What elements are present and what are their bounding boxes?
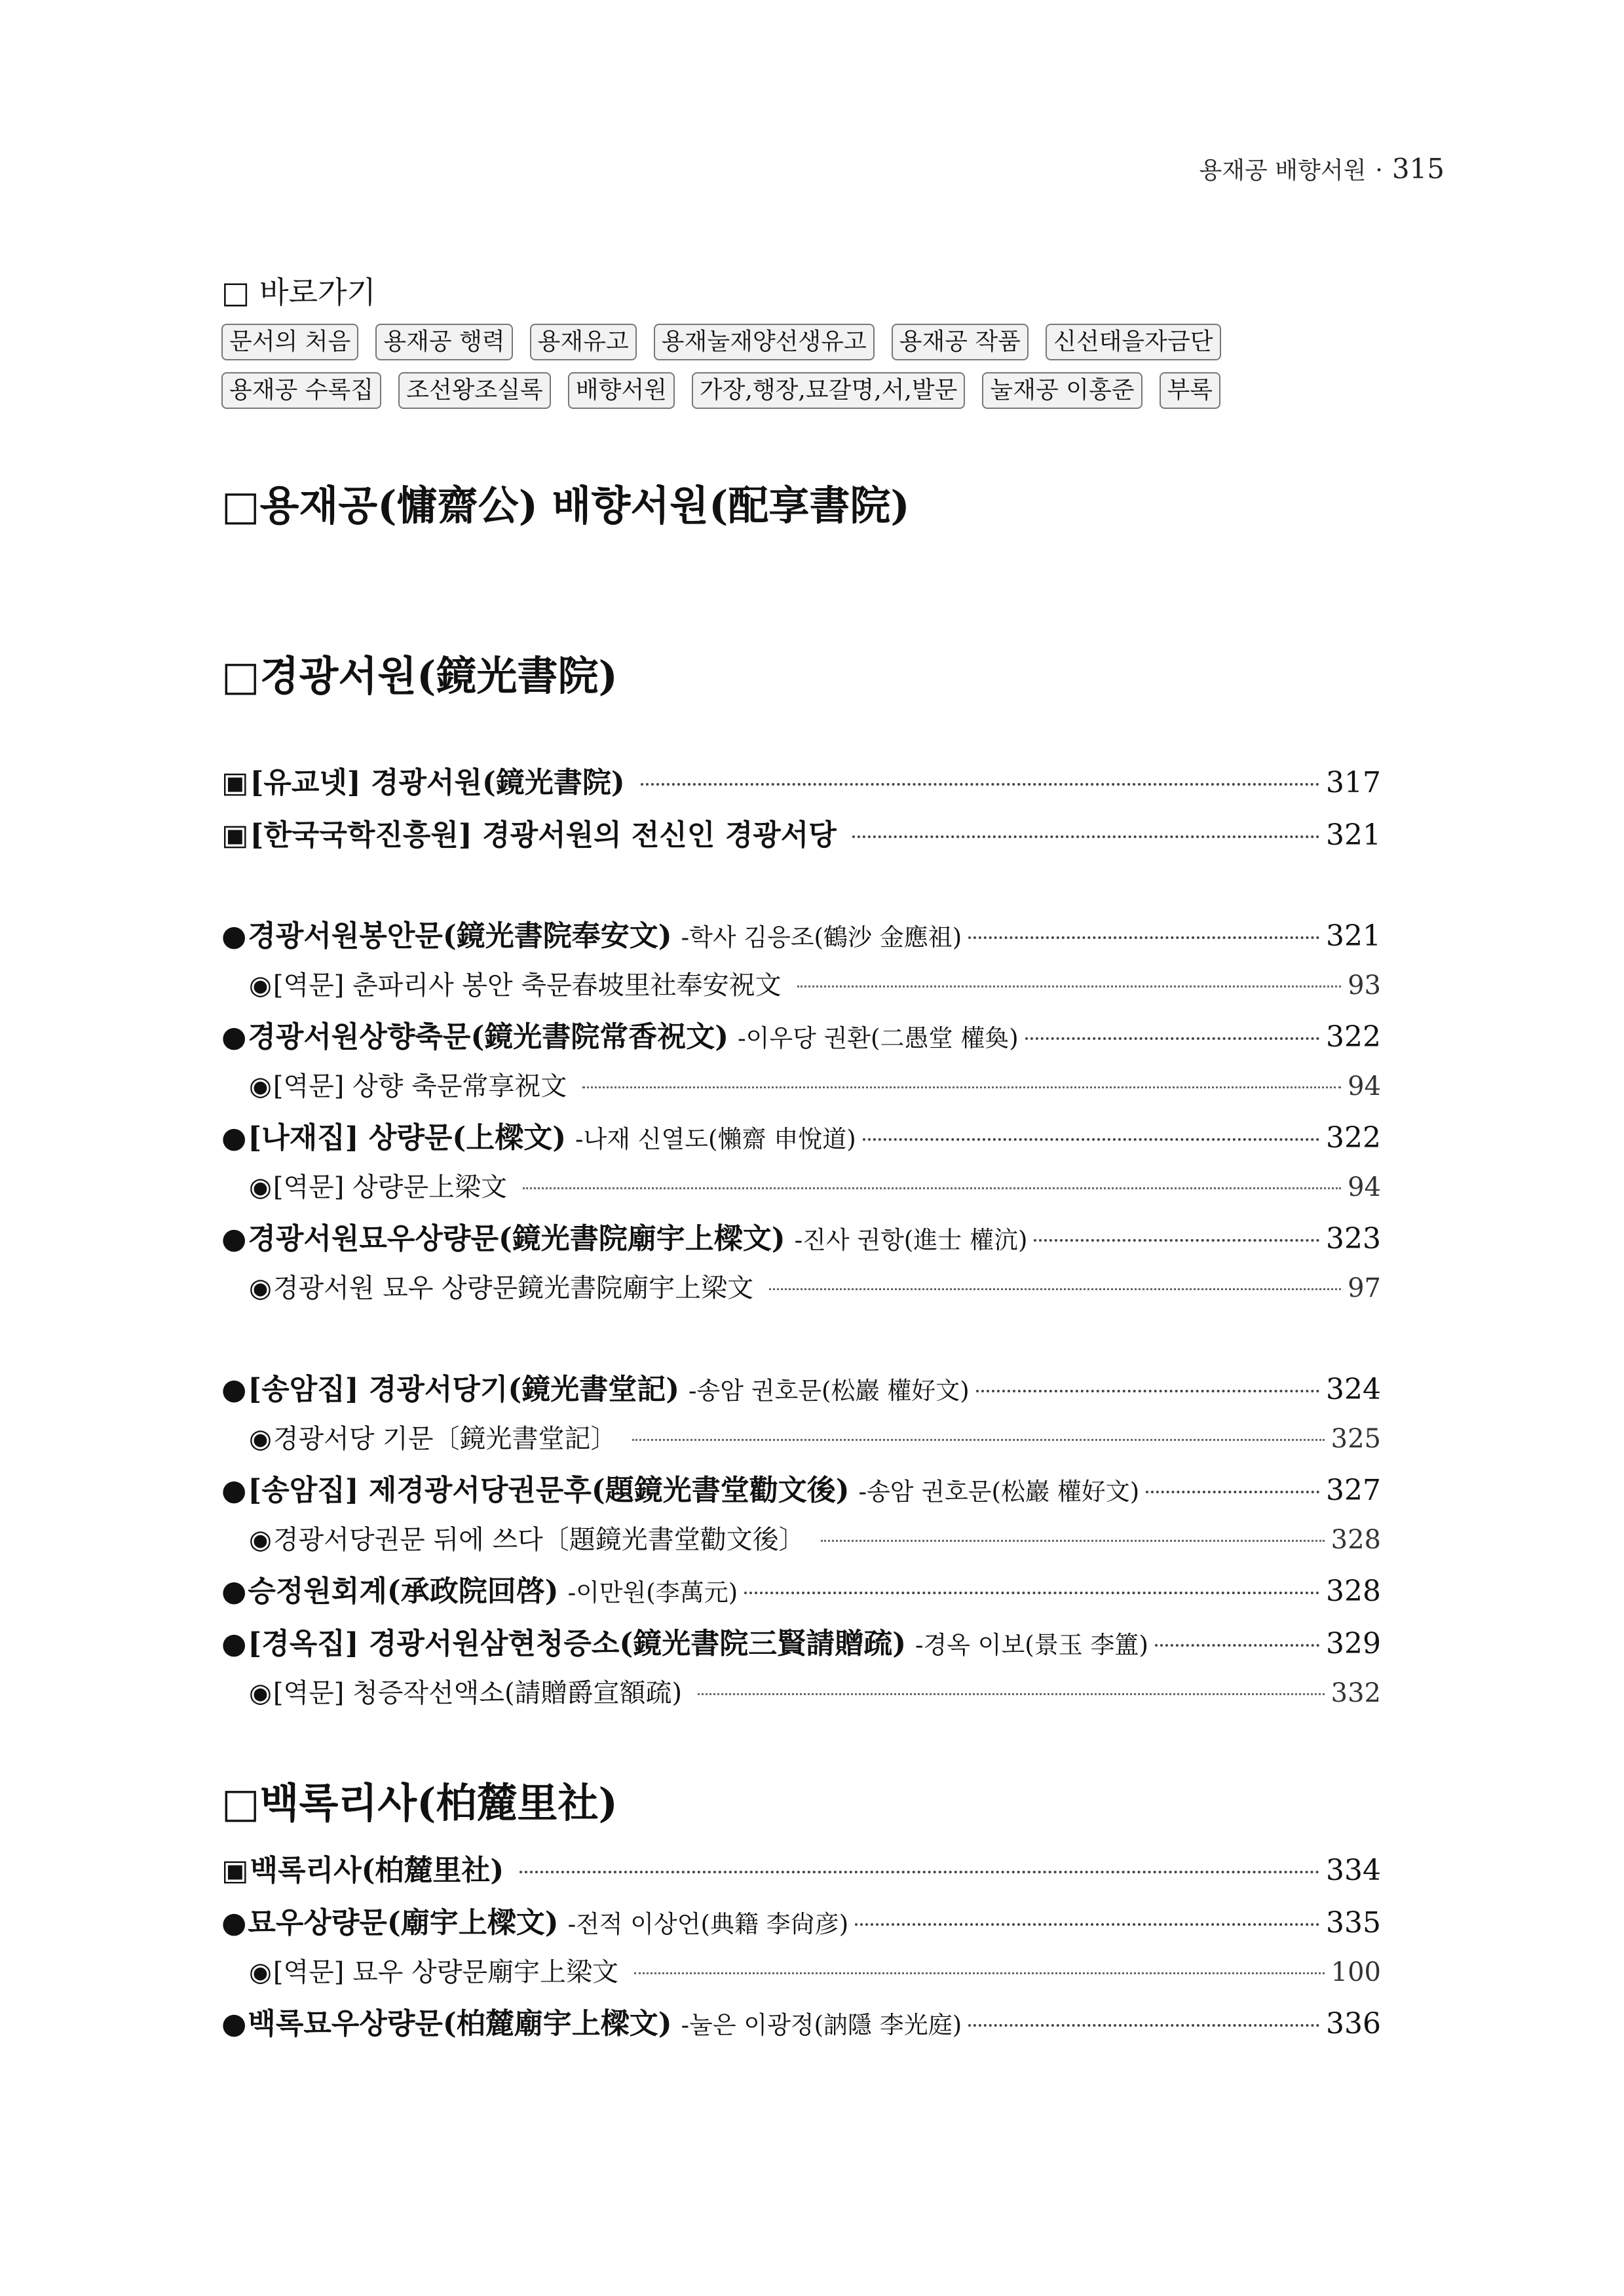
nav-chip-collections[interactable]: 용재공 수록집: [221, 372, 381, 409]
leader-dots: [523, 1187, 1341, 1189]
entry-page: 94: [1348, 1071, 1381, 1101]
entry-author: -이만원(李萬元): [567, 1578, 738, 1607]
page-title: □용재공(慵齋公) 배향서원(配享書院): [221, 482, 910, 529]
toc-entry[interactable]: [221, 811, 1381, 853]
entry-author: -전적 이상언(典籍 李尙彦): [567, 1910, 849, 1938]
entry-title: [역문] 청증작선액소(請贈爵宣額疏): [273, 1678, 683, 1708]
entry-title: 경광서당권문 뒤에 쓰다〔題鏡光書堂勸文後〕: [273, 1525, 805, 1555]
entry-title: [역문] 묘우 상량문廟宇上梁文: [273, 1957, 619, 1987]
entry-marker: ●: [221, 1906, 247, 1940]
entry-marker: ◉: [249, 1071, 272, 1101]
entry-title: [송암집] 경광서당기(鏡光書堂記): [248, 1373, 680, 1406]
toc-subentry[interactable]: [249, 1065, 1381, 1103]
entry-page: 334: [1326, 1854, 1381, 1887]
toc-entry[interactable]: [221, 1215, 1381, 1257]
entry-title: [한국국학진흥원] 경광서원의 전신인 경광서당: [250, 818, 837, 852]
entry-author: -나재 신열도(懶齋 申悅道): [575, 1125, 856, 1153]
entry-title: [송암집] 제경광서당권문후(題鏡光書堂勸文後): [248, 1474, 850, 1507]
nav-chip-yongjae-yugo[interactable]: 용재유고: [530, 324, 637, 360]
entry-marker: ◉: [249, 970, 272, 1001]
running-title: 용재공 배향서원: [1199, 157, 1367, 184]
entry-title: [나재집] 상량문(上樑文): [248, 1121, 567, 1155]
entry-author: -송암 권호문(松巖 權好文): [689, 1377, 970, 1405]
entry-page: 327: [1326, 1474, 1381, 1507]
entry-page: 322: [1326, 1121, 1381, 1155]
leader-dots: [641, 783, 1319, 786]
entry-title: 묘우상량문(廟宇上樑文): [248, 1906, 559, 1940]
leader-dots: [769, 1288, 1341, 1290]
entry-marker: ●: [221, 1474, 247, 1507]
entry-author: -눌은 이광정(訥隱 李光庭): [681, 2011, 962, 2039]
toc-entry[interactable]: [221, 1846, 1381, 1888]
nav-chip-yongjae-history[interactable]: 용재공 행력: [375, 324, 512, 360]
nav-chip-annals[interactable]: 조선왕조실록: [398, 372, 551, 409]
section-heading-gyeonggwang: □경광서원(鏡光書院): [221, 652, 618, 700]
nav-chip-two-masters-yugo[interactable]: 용재눌재양선생유고: [654, 324, 875, 360]
entry-marker: ●: [221, 1121, 247, 1155]
entry-marker: ◉: [249, 1424, 272, 1454]
toc-entry[interactable]: [221, 1899, 1381, 1941]
toc-entry[interactable]: [221, 1466, 1381, 1508]
entry-marker: ●: [221, 919, 247, 953]
leader-dots: [519, 1871, 1319, 1873]
toc-entry[interactable]: [221, 1114, 1381, 1156]
entry-page: 317: [1326, 766, 1381, 799]
nav-chip-seowon[interactable]: 배향서원: [568, 372, 675, 409]
entry-page: 332: [1331, 1678, 1381, 1708]
nav-chip-doc-start[interactable]: 문서의 처음: [221, 324, 358, 360]
leader-dots: [634, 1972, 1325, 1974]
entry-marker: ●: [221, 1020, 247, 1054]
entry-title: [역문] 상향 축문常享祝文: [273, 1071, 567, 1101]
entry-marker: ◉: [249, 1678, 272, 1708]
nav-chip-nuljae[interactable]: 눌재공 이홍준: [982, 372, 1142, 409]
nav-chip-sinseon[interactable]: 신선태을자금단: [1046, 324, 1220, 360]
entry-title: 백록묘우상량문(柏麓廟宇上樑文): [248, 2007, 672, 2040]
entry-title: 경광서원 묘우 상량문鏡光書院廟宇上梁文: [273, 1273, 754, 1303]
entry-marker: ●: [221, 2007, 247, 2040]
leader-dots: [976, 1390, 1319, 1392]
entry-author: -이우당 권환(二愚堂 權奐): [738, 1024, 1019, 1052]
toc-entry[interactable]: [221, 912, 1381, 954]
toc-subentry[interactable]: [249, 1519, 1381, 1556]
toc-entry[interactable]: [221, 1013, 1381, 1055]
toc-subentry[interactable]: [249, 1418, 1381, 1455]
nav-chip-yongjae-works[interactable]: 용재공 작품: [892, 324, 1029, 360]
toc-entry[interactable]: [221, 1567, 1381, 1609]
entry-marker: ◉: [249, 1957, 272, 1987]
toc-subentry[interactable]: [249, 1267, 1381, 1305]
quicknav-row-2: [221, 372, 1220, 409]
entry-page: 325: [1331, 1424, 1381, 1454]
entry-marker: ◉: [249, 1172, 272, 1202]
nav-chip-appendix[interactable]: 부록: [1160, 372, 1221, 409]
entry-page: 93: [1348, 970, 1381, 1001]
toc-entry[interactable]: [221, 759, 1381, 801]
toc-subentry[interactable]: [249, 965, 1381, 1002]
entry-marker: ◉: [249, 1273, 272, 1303]
toc-entry[interactable]: [221, 1620, 1381, 1662]
entry-marker: ◉: [249, 1525, 272, 1555]
toc-subentry[interactable]: [249, 1672, 1381, 1710]
entry-page: 336: [1326, 2007, 1381, 2040]
entry-author: -송암 권호문(松巖 權好文): [858, 1478, 1140, 1506]
entry-page: 335: [1326, 1906, 1381, 1940]
quicknav-title: □ 바로가기: [221, 275, 376, 310]
nav-chip-biographies[interactable]: 가장,행장,묘갈명,서,발문: [692, 372, 966, 409]
entry-title: [유교넷] 경광서원(鏡光書院): [250, 766, 625, 799]
leader-dots: [744, 1592, 1319, 1594]
entry-marker: ●: [221, 1222, 247, 1255]
entry-title: 경광서원묘우상량문(鏡光書院廟宇上樑文): [248, 1222, 785, 1255]
leader-dots: [1146, 1491, 1319, 1493]
leader-dots: [968, 936, 1319, 939]
entry-title: 백록리사(柏麓里社): [250, 1854, 504, 1887]
entry-author: -학사 김응조(鶴沙 金應祖): [681, 923, 962, 951]
entry-title: 경광서원상향축문(鏡光書院常香祝文): [248, 1020, 729, 1054]
entry-author: -경옥 이보(景玉 李簠): [915, 1631, 1148, 1659]
entry-title: [역문] 상량문上梁文: [273, 1172, 508, 1202]
entry-page: 321: [1326, 818, 1381, 852]
toc-entry[interactable]: [221, 2000, 1381, 2042]
leader-dots: [863, 1138, 1319, 1141]
toc-subentry[interactable]: [249, 1166, 1381, 1204]
quicknav-row-1: [221, 324, 1221, 360]
leader-dots: [1025, 1037, 1319, 1040]
header-separator: ·: [1375, 157, 1383, 184]
entry-title: [역문] 춘파리사 봉안 축문春坡里社奉安祝文: [273, 970, 782, 1001]
entry-marker: ●: [221, 1575, 247, 1608]
leader-dots: [797, 985, 1341, 987]
entry-marker: ▣: [221, 766, 249, 799]
entry-author: -진사 권항(進士 權沆): [794, 1226, 1028, 1254]
entry-marker: ▣: [221, 1854, 249, 1887]
entry-page: 94: [1348, 1172, 1381, 1202]
entry-page: 324: [1326, 1373, 1381, 1406]
entry-page: 328: [1331, 1525, 1381, 1555]
entry-page: 328: [1326, 1575, 1381, 1608]
entry-title: [경옥집] 경광서원삼현청증소(鏡光書院三賢請贈疏): [248, 1627, 907, 1660]
entry-marker: ●: [221, 1627, 247, 1660]
page-number: 315: [1391, 153, 1445, 185]
entry-page: 323: [1326, 1222, 1381, 1255]
leader-dots: [698, 1693, 1324, 1695]
leader-dots: [855, 1923, 1319, 1926]
entry-page: 329: [1326, 1627, 1381, 1660]
entry-page: 321: [1326, 919, 1381, 953]
leader-dots: [1034, 1239, 1319, 1242]
leader-dots: [582, 1086, 1341, 1088]
entry-marker: ▣: [221, 818, 249, 852]
entry-page: 97: [1348, 1273, 1381, 1303]
entry-title: 승정원회계(承政院回啓): [248, 1575, 559, 1608]
entry-page: 100: [1331, 1957, 1381, 1987]
leader-dots: [968, 2024, 1319, 2027]
leader-dots: [1155, 1644, 1319, 1647]
entry-marker: ●: [221, 1373, 247, 1406]
entry-title: 경광서원봉안문(鏡光書院奉安文): [248, 919, 672, 953]
entry-page: 322: [1326, 1020, 1381, 1054]
toc-subentry[interactable]: [249, 1951, 1381, 1989]
leader-dots: [632, 1439, 1324, 1441]
running-header: [1199, 152, 1445, 185]
leader-dots: [852, 835, 1319, 838]
entry-title: 경광서당 기문〔鏡光書堂記〕: [273, 1424, 617, 1454]
leader-dots: [821, 1540, 1325, 1542]
toc-entry[interactable]: [221, 1366, 1381, 1407]
section-heading-baengnok: □백록리사(柏麓里社): [221, 1779, 618, 1827]
